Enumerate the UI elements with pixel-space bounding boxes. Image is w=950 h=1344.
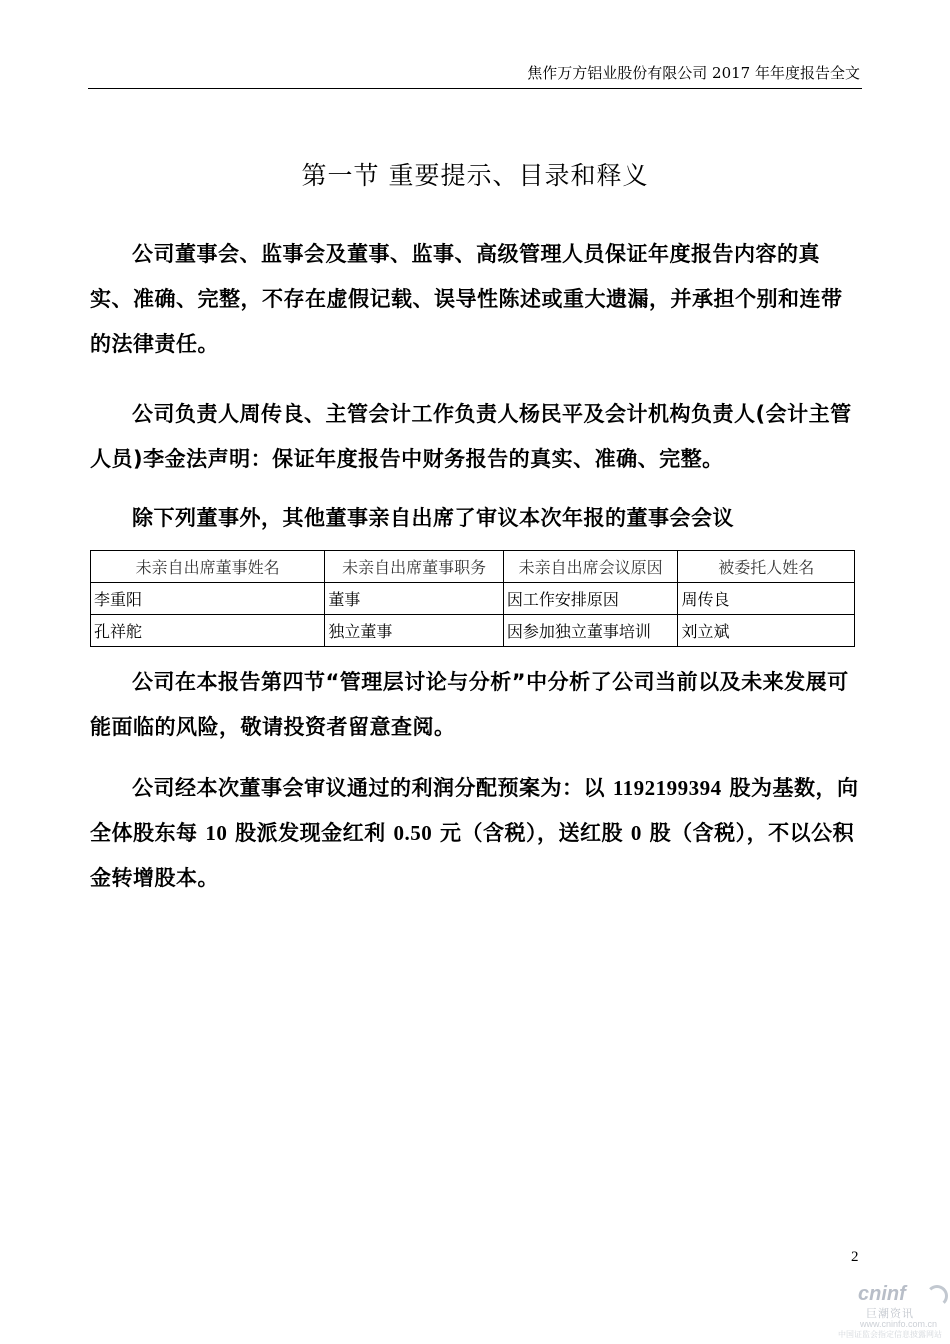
column-header-reason: 未亲自出席会议原因 xyxy=(503,551,678,583)
plan-text: 股为基数，向全体股东每 xyxy=(90,776,859,845)
responsibility-statement: 公司董事会、监事会及董事、监事、高级管理人员保证年度报告内容的真实、准确、完整，不存在虚假记载、误导性陈述或重大遗漏，并承担个别和连带的法律责任。 xyxy=(90,242,843,356)
swoosh-icon xyxy=(926,1285,948,1307)
plan-text: 公司经本次董事会审议通过的利润分配预案为：以 xyxy=(132,776,613,800)
cash-dividend-value: 0.50 xyxy=(393,821,433,845)
table-cell: 独立董事 xyxy=(325,615,504,647)
absent-directors-intro: 除下列董事外，其他董事亲自出席了审议本次年报的董事会会议 xyxy=(132,506,734,530)
share-base-value: 1192199394 xyxy=(612,776,722,800)
plan-text: 股派发现金红利 xyxy=(227,821,394,845)
section-title: 第一节 重要提示、目录和释义 xyxy=(301,161,649,190)
watermark-name: 巨潮资讯 xyxy=(866,1307,914,1320)
page-number: 2 xyxy=(851,1249,859,1265)
plan-text: 元（含税），送红股 xyxy=(432,821,631,845)
watermark-url: www.cninfo.com.cn xyxy=(860,1319,938,1329)
table-row xyxy=(91,583,855,615)
column-header-position: 未亲自出席董事职务 xyxy=(325,551,504,583)
header-divider xyxy=(88,88,862,89)
table-cell: 刘立斌 xyxy=(678,615,855,647)
watermark-brand: cninf xyxy=(858,1283,906,1305)
table-row xyxy=(91,615,855,647)
plan-text: 股（含税），不以公积金转增股本。 xyxy=(90,821,855,890)
table-cell: 孔祥舵 xyxy=(91,615,325,647)
profit-distribution-plan xyxy=(90,766,860,901)
financial-report-declaration: 公司负责人周传良、主管会计工作负责人杨民平及会计机构负责人(会计主管人员)李金法声明：保证年度报告中财务报告的真实、准确、完整。 xyxy=(90,402,852,471)
cninfo-watermark xyxy=(838,1283,948,1341)
risk-notice: 公司在本报告第四节“管理层讨论与分析”中分析了公司当前以及未来发展可能面临的风险，敬请投资者留意查阅。 xyxy=(90,670,849,739)
report-header-title: 焦作万方铝业股份有限公司 2017 年年度报告全文 xyxy=(527,64,860,82)
column-header-proxy: 被委托人姓名 xyxy=(678,551,855,583)
table-cell: 因工作安排原因 xyxy=(503,583,678,615)
watermark-tagline: 中国证监会指定信息披露网站 xyxy=(838,1330,942,1339)
table-cell: 董事 xyxy=(325,583,504,615)
column-header-name: 未亲自出席董事姓名 xyxy=(91,551,325,583)
per-shares-value: 10 xyxy=(205,821,228,845)
table-cell: 因参加独立董事培训 xyxy=(503,615,678,647)
table-cell: 李重阳 xyxy=(91,583,325,615)
bonus-shares-value: 0 xyxy=(630,821,642,845)
table-header-row xyxy=(91,551,855,583)
table-cell: 周传良 xyxy=(678,583,855,615)
absent-directors-table xyxy=(90,550,855,647)
